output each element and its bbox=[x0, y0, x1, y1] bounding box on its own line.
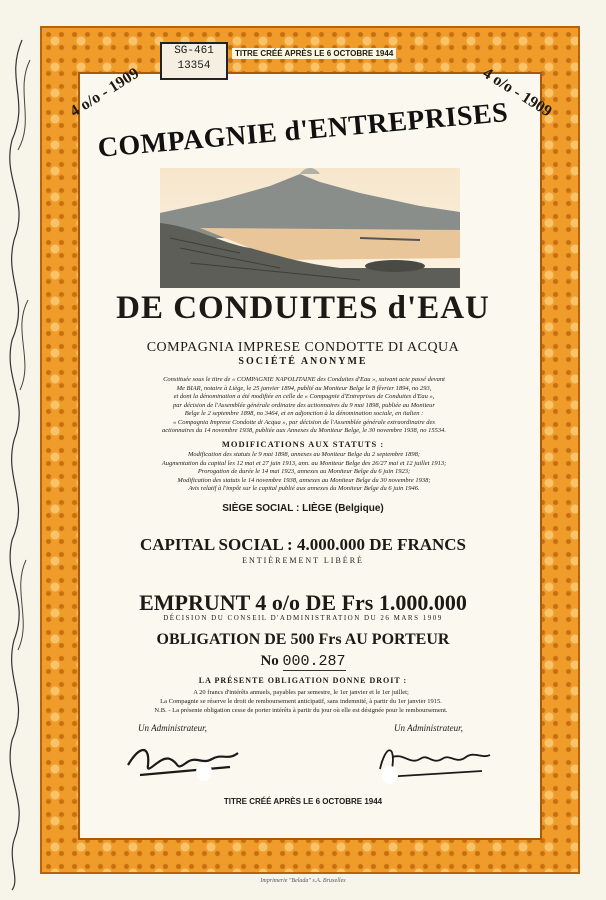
rights-line: La Compagnie se réserve le droit de remboursement anticipatif, sans indemnité, à partir du 1er janvier 1915. bbox=[160, 698, 442, 705]
constitution-line: « Compagnia Imprese Condotte di Acqua », par décision de l'Assemblée générale extraordinaire des bbox=[173, 418, 435, 426]
modification-line: Modification des statuts le 9 mai 1898, annexes au Moniteur Belge du 2 septembre 1898; bbox=[187, 451, 421, 458]
bond-number-label: No bbox=[260, 653, 279, 669]
registered-office: SIÈGE SOCIAL : LIÈGE (Belgique) bbox=[222, 503, 384, 514]
bond-number bbox=[80, 653, 526, 670]
rights-line: N.B. - La présente obligation cesse de porter intérêts à partir du jour où elle est désignée pour le remboursement. bbox=[154, 707, 448, 714]
serial-stamp bbox=[160, 42, 228, 80]
share-capital: CAPITAL SOCIAL : 4.000.000 DE FRANCS bbox=[139, 535, 467, 554]
rights-line: A 20 francs d'intérêts annuels, payables par semestre, le 1er janvier et le 1er juillet; bbox=[193, 689, 409, 696]
cancellation-punch-hole bbox=[196, 763, 212, 781]
top-creation-note: TITRE CRÉÉ APRÈS LE 6 OCTOBRE 1944 bbox=[232, 48, 396, 59]
constitution-line: par décision de l'Assemblée générale ordinaire des actionnaires du 9 mai 1898, publiée au Moniteur bbox=[173, 401, 435, 409]
constitution-line: et dont la dénomination a été modifiée en celle de « Compagnie d'Entreprises de Conduites d'Eau », bbox=[173, 393, 435, 400]
constitution-line: Belge le 2 septembre 1898, no 3464, et en adjonction à la dénomination sociale, en italien : bbox=[184, 410, 424, 417]
corner-rate-right: 4 o/o - 1909 bbox=[479, 64, 555, 121]
constitution-line: actionnaires du 14 novembre 1938, publiée aux Annexes du Moniteur Belge, le 30 novembre 1938, no 15534. bbox=[161, 427, 446, 434]
signature-left bbox=[120, 735, 250, 785]
rights-heading: LA PRÉSENTE OBLIGATION DONNE DROIT : bbox=[198, 676, 408, 685]
modification-line: Modification des statuts le 14 novembre 1938, annexes au Moniteur Belge du 30 novembre 1938; bbox=[177, 476, 431, 484]
loan-title: EMPRUNT 4 o/o DE Frs 1.000.000 bbox=[139, 590, 467, 615]
modifications-heading: MODIFICATIONS AUX STATUTS : bbox=[221, 439, 385, 449]
constitution-line: Me BIAR, notaire à Liège, le 25 janvier 1894, publié au Moniteur Belge le 8 février 1894, no 293, bbox=[176, 384, 432, 392]
bottom-creation-note: TITRE CRÉÉ APRÈS LE 6 OCTOBRE 1944 bbox=[223, 797, 383, 806]
modification-line: Prorogation de durée le 14 mai 1923, annexes au Moniteur Belge du 6 juin 1923; bbox=[197, 468, 411, 475]
company-type: SOCIÉTÉ ANONYME bbox=[238, 356, 368, 367]
margin-handwriting bbox=[0, 0, 40, 900]
vesuvius-vignette bbox=[160, 168, 460, 288]
capital-paid-note: ENTIÈREMENT LIBÉRÉ bbox=[242, 556, 364, 565]
company-title-arc: COMPAGNIE d'ENTREPRISES bbox=[96, 97, 510, 164]
bond-denomination: OBLIGATION DE 500 Frs AU PORTEUR bbox=[156, 631, 450, 648]
corner-rate-left: 4 o/o - 1909 bbox=[67, 64, 143, 121]
constitution-line: Constituée sous le titre de « COMPAGNIE NAPOLITAINE des Conduites d'Eau », suivant acte passé devant bbox=[163, 376, 445, 383]
printer-imprint: Imprimerie "Belada" s.A. Bruxelles bbox=[260, 878, 346, 884]
loan-decision: DÉCISION DU CONSEIL D'ADMINISTRATION DU 26 MARS 1909 bbox=[163, 614, 443, 622]
constitution-text bbox=[96, 376, 512, 436]
bond-number-value: 000.287 bbox=[282, 653, 346, 670]
admin-left-label: Un Administrateur, bbox=[138, 723, 207, 733]
stamp-number: 13354 bbox=[177, 60, 211, 72]
admin-right-label: Un Administrateur, bbox=[394, 723, 463, 733]
rights-text bbox=[86, 688, 516, 715]
modification-line: Augmentation du capital les 12 mai et 27 juin 1913, ann. au Moniteur Belge des 26/27 mai et 12 juillet 1913; bbox=[161, 459, 447, 467]
modification-line: Avis relatif à l'impôt sur le capital publié aux annexes du Moniteur Belge du 6 juin 1946. bbox=[188, 485, 420, 492]
cancellation-punch-hole bbox=[382, 766, 398, 784]
modifications-list bbox=[96, 451, 512, 494]
stamp-code: SG-461 bbox=[174, 45, 214, 57]
company-title-main: DE CONDUITES d'EAU bbox=[116, 290, 490, 326]
company-title-italian: COMPAGNIA IMPRESE CONDOTTE DI ACQUA bbox=[146, 340, 460, 355]
